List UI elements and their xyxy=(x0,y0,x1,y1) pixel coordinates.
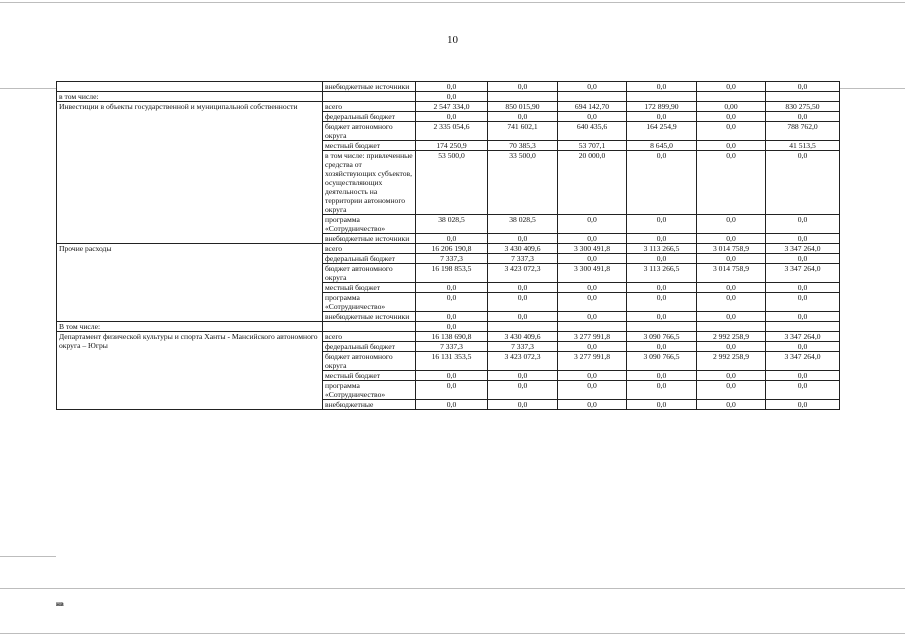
funding-source-cell: в том числе: привлеченные средства от хозяйствующих субъектов, осуществляющих деятельность на территории автономного округа xyxy=(323,151,416,215)
value-cell: 0,0 xyxy=(697,312,766,322)
row-label-cell: Департамент физической культуры и спорта Ханты - Мансийского автономного округа – Югры xyxy=(57,332,323,410)
table-body xyxy=(57,82,840,410)
value-cell xyxy=(766,322,840,332)
value-cell: 0,0 xyxy=(627,234,697,244)
value-cell: 0,00 xyxy=(697,102,766,112)
value-cell: 0,0 xyxy=(558,234,627,244)
value-cell: 0,0 xyxy=(697,371,766,381)
value-cell: 0,0 xyxy=(558,312,627,322)
funding-source-cell: внебюджетные источники xyxy=(323,234,416,244)
value-cell: 0,0 xyxy=(488,371,558,381)
value-cell: 7 337,3 xyxy=(488,254,558,264)
table-row xyxy=(57,82,840,92)
funding-source-cell: внебюджетные источники xyxy=(323,82,416,92)
value-cell: 0,0 xyxy=(766,215,840,234)
value-cell: 0,0 xyxy=(558,381,627,400)
value-cell: 38 028,5 xyxy=(488,215,558,234)
scan-line-right xyxy=(839,88,905,89)
value-cell: 7 337,3 xyxy=(416,254,488,264)
value-cell: 0,0 xyxy=(627,293,697,312)
value-cell: 3 300 491,8 xyxy=(558,244,627,254)
value-cell: 172 899,90 xyxy=(627,102,697,112)
value-cell: 0,0 xyxy=(697,254,766,264)
value-cell: 0,0 xyxy=(627,381,697,400)
value-cell xyxy=(558,92,627,102)
value-cell: 0,0 xyxy=(766,283,840,293)
value-cell: 0,0 xyxy=(766,400,840,410)
funding-source-cell xyxy=(323,322,416,332)
value-cell: 0,0 xyxy=(766,112,840,122)
value-cell: 16 138 690,8 xyxy=(416,332,488,342)
row-label-cell xyxy=(57,82,323,92)
funding-source-cell xyxy=(323,92,416,102)
value-cell: 0,0 xyxy=(416,312,488,322)
value-cell xyxy=(488,322,558,332)
value-cell: 3 014 758,9 xyxy=(697,244,766,254)
value-cell: 38 028,5 xyxy=(416,215,488,234)
value-cell: 0,0 xyxy=(766,312,840,322)
page-number: 10 xyxy=(447,34,458,46)
value-cell: 0,0 xyxy=(416,234,488,244)
value-cell xyxy=(627,92,697,102)
value-cell: 70 385,3 xyxy=(488,141,558,151)
value-cell: 3 423 072,3 xyxy=(488,352,558,371)
funding-source-cell: внебюджетные xyxy=(323,400,416,410)
value-cell: 3 090 766,5 xyxy=(627,332,697,342)
value-cell: 0,0 xyxy=(697,151,766,215)
funding-source-cell: федеральный бюджет xyxy=(323,254,416,264)
row-label-cell: В том числе: xyxy=(57,322,323,332)
value-cell: 174 250,9 xyxy=(416,141,488,151)
value-cell: 16 206 190,8 xyxy=(416,244,488,254)
funding-source-cell: местный бюджет xyxy=(323,371,416,381)
value-cell: 0,0 xyxy=(558,342,627,352)
value-cell: 3 113 266,5 xyxy=(627,244,697,254)
scan-line-bottom-left xyxy=(0,556,56,557)
value-cell: 0,0 xyxy=(627,342,697,352)
funding-source-cell: внебюджетные источники xyxy=(323,312,416,322)
value-cell: 0,0 xyxy=(627,371,697,381)
value-cell: 788 762,0 xyxy=(766,122,840,141)
funding-source-cell: местный бюджет xyxy=(323,141,416,151)
value-cell: 7 337,3 xyxy=(416,342,488,352)
value-cell: 2 335 054,6 xyxy=(416,122,488,141)
value-cell: 0,0 xyxy=(697,234,766,244)
value-cell: 0,0 xyxy=(558,283,627,293)
value-cell: 850 015,90 xyxy=(488,102,558,112)
value-cell: 0,0 xyxy=(488,234,558,244)
funding-source-cell: местный бюджет xyxy=(323,283,416,293)
value-cell: 3 347 264,0 xyxy=(766,352,840,371)
value-cell: 2 992 258,9 xyxy=(697,352,766,371)
value-cell: 830 275,50 xyxy=(766,102,840,112)
value-cell: 3 430 409,6 xyxy=(488,244,558,254)
value-cell: 0,0 xyxy=(627,283,697,293)
value-cell: 7 337,3 xyxy=(488,342,558,352)
value-cell: 741 602,1 xyxy=(488,122,558,141)
value-cell: 0,0 xyxy=(558,254,627,264)
value-cell: 640 435,6 xyxy=(558,122,627,141)
value-cell: 0,0 xyxy=(416,371,488,381)
value-cell: 3 347 264,0 xyxy=(766,332,840,342)
funding-source-cell: программа «Сотрудничество» xyxy=(323,293,416,312)
value-cell: 0,0 xyxy=(766,381,840,400)
value-cell: 0,0 xyxy=(558,400,627,410)
value-cell: 0,0 xyxy=(416,381,488,400)
scan-line-top xyxy=(0,2,905,3)
value-cell: 0,0 xyxy=(627,254,697,264)
budget-table xyxy=(56,81,840,410)
scan-line-left xyxy=(0,88,56,89)
value-cell: 0,0 xyxy=(766,254,840,264)
value-cell: 164 254,9 xyxy=(627,122,697,141)
value-cell: 0,0 xyxy=(627,82,697,92)
value-cell: 0,0 xyxy=(766,342,840,352)
value-cell: 0,0 xyxy=(416,283,488,293)
value-cell: 0,0 xyxy=(416,92,488,102)
value-cell: 0,0 xyxy=(558,371,627,381)
value-cell: 3 113 266,5 xyxy=(627,264,697,283)
footer-mark: нв xyxy=(56,600,64,608)
value-cell: 20 000,0 xyxy=(558,151,627,215)
value-cell: 0,0 xyxy=(697,342,766,352)
scan-line-bottom xyxy=(0,588,905,589)
value-cell: 0,0 xyxy=(488,82,558,92)
funding-source-cell: программа «Сотрудничество» xyxy=(323,381,416,400)
funding-source-cell: федеральный бюджет xyxy=(323,342,416,352)
value-cell: 16 198 853,5 xyxy=(416,264,488,283)
value-cell: 3 277 991,8 xyxy=(558,332,627,342)
funding-source-cell: бюджет автономного округа xyxy=(323,264,416,283)
value-cell: 3 300 491,8 xyxy=(558,264,627,283)
value-cell xyxy=(766,92,840,102)
value-cell: 0,0 xyxy=(488,400,558,410)
funding-source-cell: федеральный бюджет xyxy=(323,112,416,122)
row-label-cell: Прочие расходы xyxy=(57,244,323,322)
value-cell: 0,0 xyxy=(558,112,627,122)
table-row xyxy=(57,92,840,102)
value-cell: 0,0 xyxy=(416,82,488,92)
value-cell: 0,0 xyxy=(488,112,558,122)
funding-source-cell: программа «Сотрудничество» xyxy=(323,215,416,234)
value-cell: 0,0 xyxy=(416,112,488,122)
value-cell: 16 131 353,5 xyxy=(416,352,488,371)
value-cell: 0,0 xyxy=(627,400,697,410)
value-cell: 694 142,70 xyxy=(558,102,627,112)
value-cell: 0,0 xyxy=(627,151,697,215)
value-cell: 0,0 xyxy=(697,82,766,92)
value-cell: 0,0 xyxy=(697,122,766,141)
value-cell: 3 347 264,0 xyxy=(766,244,840,254)
funding-source-cell: всего xyxy=(323,332,416,342)
value-cell: 0,0 xyxy=(488,283,558,293)
scan-line-footer xyxy=(0,633,905,634)
value-cell: 0,0 xyxy=(697,293,766,312)
value-cell: 3 347 264,0 xyxy=(766,264,840,283)
value-cell: 33 500,0 xyxy=(488,151,558,215)
value-cell: 0,0 xyxy=(416,293,488,312)
value-cell: 0,0 xyxy=(627,215,697,234)
value-cell xyxy=(697,92,766,102)
value-cell: 0,0 xyxy=(697,381,766,400)
value-cell xyxy=(558,322,627,332)
value-cell: 0,0 xyxy=(627,312,697,322)
funding-source-cell: бюджет автономного округа xyxy=(323,122,416,141)
value-cell: 2 547 334,0 xyxy=(416,102,488,112)
funding-source-cell: бюджет автономного округа xyxy=(323,352,416,371)
value-cell: 0,0 xyxy=(488,293,558,312)
table-row xyxy=(57,244,840,254)
value-cell: 0,0 xyxy=(416,322,488,332)
value-cell: 0,0 xyxy=(558,293,627,312)
value-cell: 53 500,0 xyxy=(416,151,488,215)
value-cell: 0,0 xyxy=(697,112,766,122)
value-cell: 3 090 766,5 xyxy=(627,352,697,371)
value-cell: 0,0 xyxy=(416,400,488,410)
value-cell: 0,0 xyxy=(766,234,840,244)
value-cell: 0,0 xyxy=(697,141,766,151)
value-cell: 0,0 xyxy=(697,283,766,293)
value-cell xyxy=(697,322,766,332)
value-cell: 0,0 xyxy=(558,215,627,234)
value-cell: 0,0 xyxy=(627,112,697,122)
value-cell: 3 277 991,8 xyxy=(558,352,627,371)
value-cell: 3 014 758,9 xyxy=(697,264,766,283)
value-cell: 0,0 xyxy=(488,381,558,400)
value-cell: 0,0 xyxy=(488,312,558,322)
value-cell: 41 513,5 xyxy=(766,141,840,151)
row-label-cell: Инвестиции в объекты государственной и муниципальной собственности xyxy=(57,102,323,244)
value-cell: 3 430 409,6 xyxy=(488,332,558,342)
value-cell: 0,0 xyxy=(697,400,766,410)
funding-source-cell: всего xyxy=(323,102,416,112)
table-row xyxy=(57,102,840,112)
value-cell xyxy=(627,322,697,332)
value-cell: 0,0 xyxy=(697,215,766,234)
table-row xyxy=(57,322,840,332)
value-cell: 3 423 072,3 xyxy=(488,264,558,283)
value-cell: 0,0 xyxy=(766,293,840,312)
value-cell: 0,0 xyxy=(558,82,627,92)
value-cell: 2 992 258,9 xyxy=(697,332,766,342)
value-cell: 0,0 xyxy=(766,82,840,92)
row-label-cell: в том числе: xyxy=(57,92,323,102)
value-cell: 0,0 xyxy=(766,371,840,381)
funding-source-cell: всего xyxy=(323,244,416,254)
value-cell: 53 707,1 xyxy=(558,141,627,151)
value-cell xyxy=(488,92,558,102)
table-row xyxy=(57,332,840,342)
value-cell: 8 645,0 xyxy=(627,141,697,151)
value-cell: 0,0 xyxy=(766,151,840,215)
